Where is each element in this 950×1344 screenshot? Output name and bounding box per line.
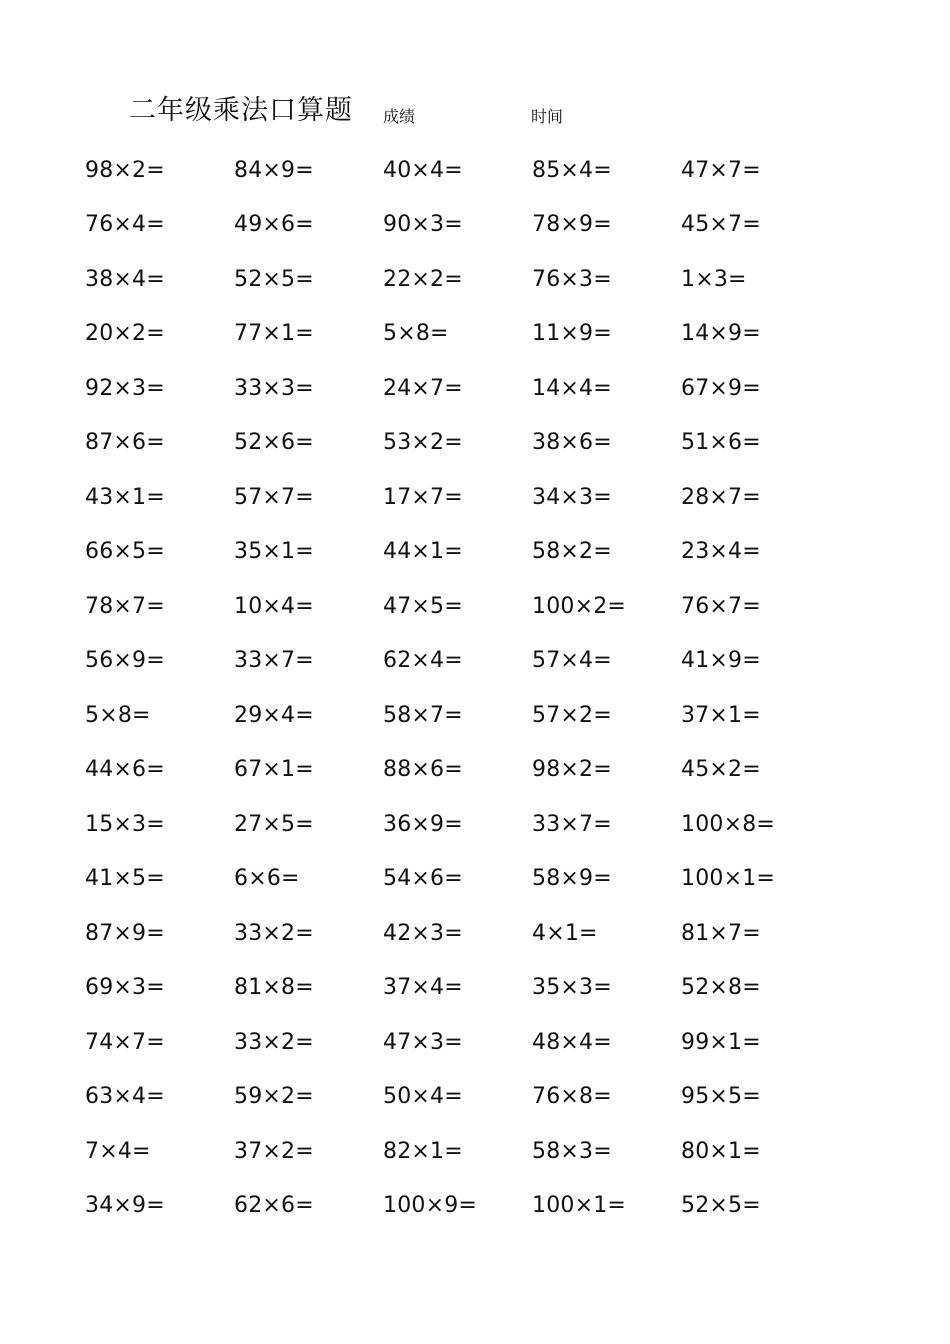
problem-item: 41×9= <box>681 648 761 674</box>
problem-item: 98×2= <box>532 757 612 783</box>
problem-item: 80×1= <box>681 1138 761 1164</box>
problem-row <box>85 307 845 362</box>
problem-item: 100×1= <box>681 866 776 892</box>
problem-item: 5×8= <box>383 321 449 347</box>
problem-item: 45×7= <box>681 212 761 238</box>
problem-item: 67×9= <box>681 375 761 401</box>
problem-row <box>85 688 845 743</box>
problem-item: 23×4= <box>681 539 761 565</box>
problem-item: 7×4= <box>85 1138 151 1164</box>
problem-item: 47×7= <box>681 157 761 183</box>
problem-row <box>85 143 845 198</box>
problem-item: 74×7= <box>85 1029 165 1055</box>
problem-item: 38×6= <box>532 430 612 456</box>
problem-item: 58×9= <box>532 866 612 892</box>
problem-item: 51×6= <box>681 430 761 456</box>
problem-item: 49×6= <box>234 212 314 238</box>
problem-item: 87×9= <box>85 920 165 946</box>
problem-item: 34×3= <box>532 484 612 510</box>
problem-row <box>85 634 845 689</box>
problem-item: 15×3= <box>85 811 165 837</box>
problem-item: 98×2= <box>85 157 165 183</box>
problem-item: 62×6= <box>234 1193 314 1219</box>
problem-item: 52×5= <box>681 1193 761 1219</box>
problem-item: 47×5= <box>383 593 463 619</box>
problem-item: 6×6= <box>234 866 300 892</box>
problem-item: 81×7= <box>681 920 761 946</box>
problem-item: 57×4= <box>532 648 612 674</box>
problem-item: 24×7= <box>383 375 463 401</box>
problem-row <box>85 416 845 471</box>
problem-item: 44×1= <box>383 539 463 565</box>
problem-item: 4×1= <box>532 920 598 946</box>
problem-item: 88×6= <box>383 757 463 783</box>
problem-row <box>85 1124 845 1179</box>
problem-item: 69×3= <box>85 975 165 1001</box>
problem-item: 20×2= <box>85 321 165 347</box>
problem-item: 42×3= <box>383 920 463 946</box>
problem-item: 76×7= <box>681 593 761 619</box>
problem-item: 56×9= <box>85 648 165 674</box>
problem-item: 45×2= <box>681 757 761 783</box>
problem-row <box>85 743 845 798</box>
problem-item: 81×8= <box>234 975 314 1001</box>
problem-row <box>85 961 845 1016</box>
problem-row <box>85 906 845 961</box>
problem-item: 85×4= <box>532 157 612 183</box>
problem-item: 77×1= <box>234 321 314 347</box>
problem-item: 82×1= <box>383 1138 463 1164</box>
problem-item: 33×2= <box>234 920 314 946</box>
problem-item: 33×7= <box>532 811 612 837</box>
problem-item: 100×8= <box>681 811 776 837</box>
problem-item: 57×7= <box>234 484 314 510</box>
problem-item: 58×3= <box>532 1138 612 1164</box>
problem-row <box>85 1070 845 1125</box>
problem-item: 58×7= <box>383 702 463 728</box>
problem-item: 100×9= <box>383 1193 478 1219</box>
problem-item: 33×3= <box>234 375 314 401</box>
problem-item: 5×8= <box>85 702 151 728</box>
problem-item: 35×1= <box>234 539 314 565</box>
problem-item: 28×7= <box>681 484 761 510</box>
problem-item: 76×4= <box>85 212 165 238</box>
problem-item: 92×3= <box>85 375 165 401</box>
problem-item: 76×3= <box>532 266 612 292</box>
problem-row <box>85 525 845 580</box>
problem-row <box>85 579 845 634</box>
problem-item: 41×5= <box>85 866 165 892</box>
problem-row <box>85 252 845 307</box>
score-label: 成绩 <box>383 107 416 126</box>
time-label: 时间 <box>531 107 564 126</box>
problem-item: 66×5= <box>85 539 165 565</box>
problem-item: 52×8= <box>681 975 761 1001</box>
problem-item: 10×4= <box>234 593 314 619</box>
problem-item: 40×4= <box>383 157 463 183</box>
problem-item: 99×1= <box>681 1029 761 1055</box>
problem-item: 47×3= <box>383 1029 463 1055</box>
problem-item: 33×2= <box>234 1029 314 1055</box>
problem-item: 52×5= <box>234 266 314 292</box>
problem-item: 14×9= <box>681 321 761 347</box>
problem-item: 63×4= <box>85 1084 165 1110</box>
problem-item: 58×2= <box>532 539 612 565</box>
problem-item: 35×3= <box>532 975 612 1001</box>
problem-item: 1×3= <box>681 266 747 292</box>
problem-item: 53×2= <box>383 430 463 456</box>
problem-item: 37×1= <box>681 702 761 728</box>
problem-item: 50×4= <box>383 1084 463 1110</box>
problem-item: 84×9= <box>234 157 314 183</box>
problem-row <box>85 361 845 416</box>
problem-item: 14×4= <box>532 375 612 401</box>
problem-item: 52×6= <box>234 430 314 456</box>
problem-item: 48×4= <box>532 1029 612 1055</box>
problem-item: 100×1= <box>532 1193 627 1219</box>
problem-item: 37×2= <box>234 1138 314 1164</box>
problem-item: 59×2= <box>234 1084 314 1110</box>
problem-item: 90×3= <box>383 212 463 238</box>
problem-item: 44×6= <box>85 757 165 783</box>
problem-row <box>85 1179 845 1234</box>
problem-row <box>85 198 845 253</box>
page-title: 二年级乘法口算题 <box>129 95 353 126</box>
problem-item: 34×9= <box>85 1193 165 1219</box>
problem-item: 62×4= <box>383 648 463 674</box>
problem-item: 100×2= <box>532 593 627 619</box>
problem-row <box>85 797 845 852</box>
problem-row <box>85 470 845 525</box>
problem-item: 36×9= <box>383 811 463 837</box>
problem-item: 57×2= <box>532 702 612 728</box>
problem-item: 17×7= <box>383 484 463 510</box>
problem-item: 76×8= <box>532 1084 612 1110</box>
problem-item: 37×4= <box>383 975 463 1001</box>
problem-item: 43×1= <box>85 484 165 510</box>
problem-item: 29×4= <box>234 702 314 728</box>
problem-item: 87×6= <box>85 430 165 456</box>
problem-item: 38×4= <box>85 266 165 292</box>
problem-row <box>85 1015 845 1070</box>
problem-item: 33×7= <box>234 648 314 674</box>
problem-item: 67×1= <box>234 757 314 783</box>
problem-item: 11×9= <box>532 321 612 347</box>
problem-item: 78×9= <box>532 212 612 238</box>
problem-item: 27×5= <box>234 811 314 837</box>
problem-item: 95×5= <box>681 1084 761 1110</box>
problem-item: 54×6= <box>383 866 463 892</box>
problem-item: 78×7= <box>85 593 165 619</box>
problem-row <box>85 852 845 907</box>
problem-item: 22×2= <box>383 266 463 292</box>
problem-grid <box>85 143 845 1233</box>
